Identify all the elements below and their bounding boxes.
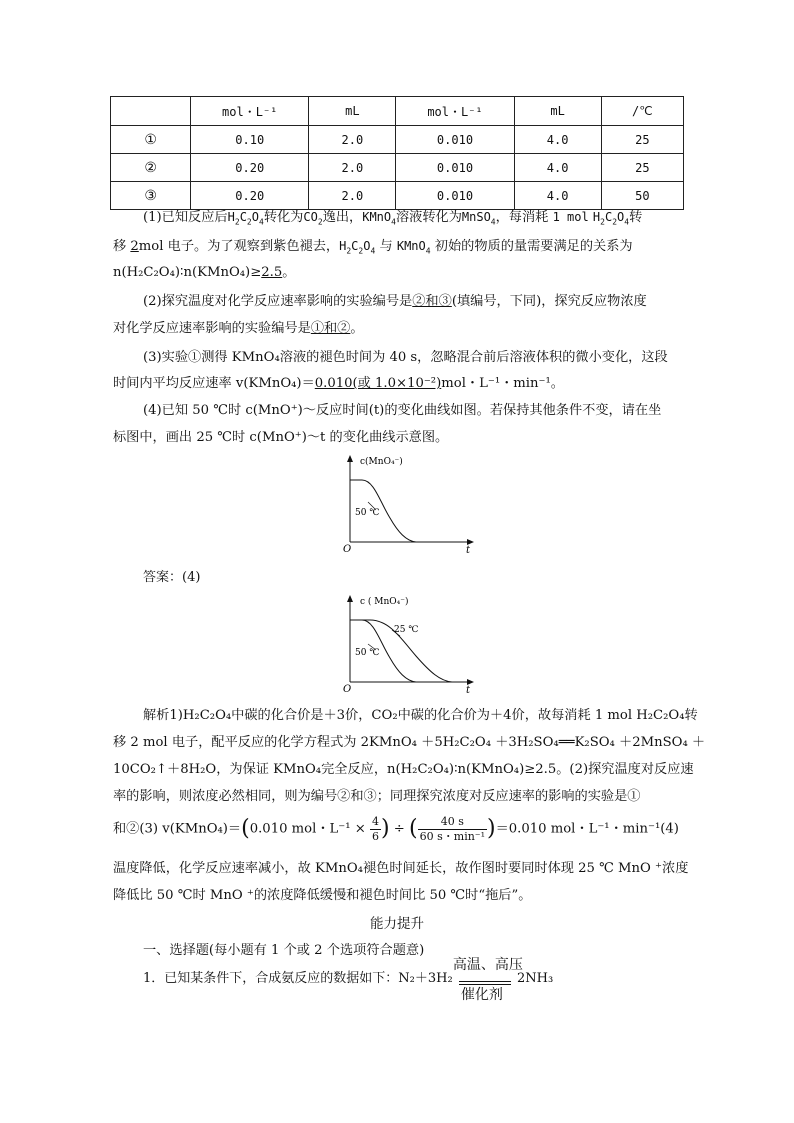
table-cell: 0.010: [396, 182, 514, 210]
paren-close: ): [380, 816, 390, 841]
q1-line1: [113, 204, 723, 235]
fraction-num: 4: [371, 814, 379, 828]
q1-text: 初始的物质的量需要满足的关系为: [434, 239, 633, 254]
analysis-line2: 移 2 mol 电子，配平反应的化学方程式为 2KMnO₄ ＋5H₂C₂O₄ ＋3H₂SO₄══K₂SO₄ ＋2MnSO₄ ＋: [113, 735, 706, 750]
table-cell: 2.0: [309, 154, 396, 182]
formula-kmno4: KMnO$_4$: [396, 239, 431, 256]
q2-text: 。: [350, 321, 364, 336]
reaction-condition-bottom: 催化剂: [460, 987, 503, 1003]
analysis-line7: 降低比 50 ℃时 MnO ⁺的浓度降低缓慢和褪色时间比 50 ℃时“拖后”。: [113, 888, 532, 903]
table-header-cell: mL: [514, 97, 601, 126]
section-subtitle: 一、选择题(每小题有 1 个或 2 个选项符合题意): [143, 943, 425, 958]
q1-text: 1 mol: [552, 210, 589, 224]
fraction-num: 40 s: [418, 815, 487, 830]
curve-label-25c: 25 ℃: [394, 625, 419, 635]
q2-text: (2)探究温度对化学反应速率影响的实验编号是: [143, 294, 413, 309]
formula-co2: $CO_2$: [303, 210, 323, 227]
analysis-line6: 温度降低，化学反应速率减小，故 KMnO₄褪色时间延长，故作图时要同时体现 25 ℃ MnO ⁺浓度: [113, 861, 689, 876]
q3-line2: [113, 371, 693, 397]
q2-text: 对化学反应速率影响的实验编号是: [113, 321, 311, 336]
table-header-cell: /℃: [601, 97, 683, 126]
table-cell: ③: [111, 182, 191, 210]
table-cell: 25: [601, 126, 683, 154]
table-cell: 2.0: [309, 126, 396, 154]
formula-h2c2o4: $H_2C_2O_4$: [592, 210, 630, 227]
question-text: 2NH₃: [516, 971, 554, 986]
formula-h2c2o4: $H_2C_2O_4$: [227, 210, 264, 227]
section-title: 能力提升: [370, 916, 424, 932]
reaction-condition-top: 高温、高压: [452, 957, 523, 973]
analysis-text: ＝0.010 mol・L⁻¹・min⁻¹(4): [495, 821, 679, 837]
analysis-line4: 率的影响，则浓度必然相同，则为编号②和③；同理探究浓度对反应速率的影响的实验是①: [113, 789, 641, 804]
q2-answer: ①和②: [310, 321, 351, 336]
q3-text: mol・L⁻¹・min⁻¹。: [441, 376, 564, 391]
y-axis-label: c(MnO₄⁻): [360, 457, 403, 467]
analysis-line5: [113, 814, 693, 845]
q3-answer: 0.010(或 1.0×10⁻²): [314, 376, 442, 391]
table-row: [111, 126, 684, 154]
analysis-text: ÷: [393, 821, 405, 837]
q1-text: (1)已知反应后: [143, 210, 228, 225]
q1-text: 转: [629, 210, 643, 225]
formula-mnso4: MnSO$_4$: [461, 210, 496, 227]
y-axis-label: c ( MnO₄⁻): [360, 597, 409, 607]
q4-line2: 标图中，画出 25 ℃时 c(MnO⁺)～t 的变化曲线示意图。: [113, 430, 449, 445]
q2-line1: [113, 289, 723, 315]
experiment-table: [110, 96, 684, 210]
fraction-den: 60 s・min⁻¹: [419, 829, 486, 843]
fraction: [418, 815, 487, 844]
curve-label: 50 ℃: [355, 508, 380, 518]
formula-kmno4: KMnO$_4$: [362, 210, 396, 227]
paren-close: ): [487, 816, 496, 841]
origin-label: O: [343, 684, 352, 695]
graph-answer: [340, 592, 480, 698]
q1-text: mol 电子。为了观察到紫色褪去，: [138, 239, 340, 254]
q2-line2: [113, 316, 693, 342]
table-cell: 50: [601, 182, 683, 210]
origin-label: O: [343, 544, 352, 555]
question-1: [143, 957, 554, 1003]
answer-label: 答案：(4): [143, 570, 201, 585]
table-cell: 0.20: [191, 154, 309, 182]
q1-answer: 2.5: [261, 265, 283, 280]
table-cell: 4.0: [514, 154, 601, 182]
fraction-den: 6: [371, 829, 379, 843]
q1-text: 与: [379, 239, 393, 254]
y-axis-arrow: [347, 595, 353, 602]
x-axis-label: t: [466, 685, 471, 696]
x-axis-label: t: [466, 545, 471, 556]
table-row: [111, 154, 684, 182]
table-cell: 25: [601, 154, 683, 182]
q2-text: (填编号，下同)，探究反应物浓度: [451, 294, 647, 309]
paren-open: (: [409, 816, 418, 841]
table-cell: 2.0: [309, 182, 396, 210]
graph-50c: [340, 452, 480, 558]
table-cell: 4.0: [514, 182, 601, 210]
q1-line3: [113, 260, 693, 286]
question-text: 1．已知某条件下，合成氨反应的数据如下：N₂＋3H₂: [143, 971, 453, 986]
table-cell: 0.010: [396, 126, 514, 154]
q1-text: 逸出，: [322, 210, 363, 225]
paren-open: (: [241, 816, 250, 841]
q4-line1: (4)已知 50 ℃时 c(MnO⁺)～反应时间(t)的变化曲线如图。若保持其他条件不变，请在坐: [143, 403, 662, 418]
table-header-row: [111, 97, 684, 126]
q1-text: 移: [113, 239, 127, 254]
q1-text: 溶液转化为: [395, 210, 462, 225]
q1-text: 。: [282, 265, 296, 280]
table-cell: 0.10: [191, 126, 309, 154]
curve-label-50c: 50 ℃: [355, 648, 380, 658]
table-cell: 0.010: [396, 154, 514, 182]
table-cell: 4.0: [514, 126, 601, 154]
table-header-cell: mol・L⁻¹: [396, 97, 514, 126]
table-header-cell: [111, 97, 191, 126]
table-cell: ①: [111, 126, 191, 154]
y-axis-arrow: [347, 455, 353, 462]
formula-h2c2o4: $H_2C_2O_4$: [339, 239, 376, 256]
q3-line1: (3)实验①测得 KMnO₄溶液的褪色时间为 40 s，忽略混合前后溶液体积的微小变化，这段: [143, 350, 668, 365]
analysis-text: 和②(3) v(KMnO₄)＝: [113, 821, 242, 837]
analysis-line3: 10CO₂↑＋8H₂O，为保证 KMnO₄完全反应，n(H₂C₂O₄)∶n(KMnO₄)≥2.5。(2)探究温度对反应速: [113, 762, 694, 777]
fraction: [370, 815, 381, 844]
analysis-text: 0.010 mol・L⁻¹ ×: [249, 821, 366, 837]
table-cell: 0.20: [191, 182, 309, 210]
q1-text: 转化为: [263, 210, 304, 225]
q3-text: 时间内平均反应速率 v(KMnO₄)＝: [113, 376, 315, 391]
q1-text: ，每消耗: [495, 210, 549, 225]
q1-answer: 2: [130, 239, 139, 254]
table-cell: ②: [111, 154, 191, 182]
analysis-line1: 解析1)H₂C₂O₄中碳的化合价是＋3价，CO₂中碳的化合价为＋4价，故每消耗 1 mol H₂C₂O₄转: [143, 708, 698, 723]
table-header-cell: mL: [309, 97, 396, 126]
q1-text: n(H₂C₂O₄)∶n(KMnO₄)≥: [113, 265, 262, 280]
table-header-cell: mol・L⁻¹: [191, 97, 309, 126]
reaction-arrow: [452, 957, 523, 1003]
q2-answer: ②和③: [412, 294, 452, 309]
